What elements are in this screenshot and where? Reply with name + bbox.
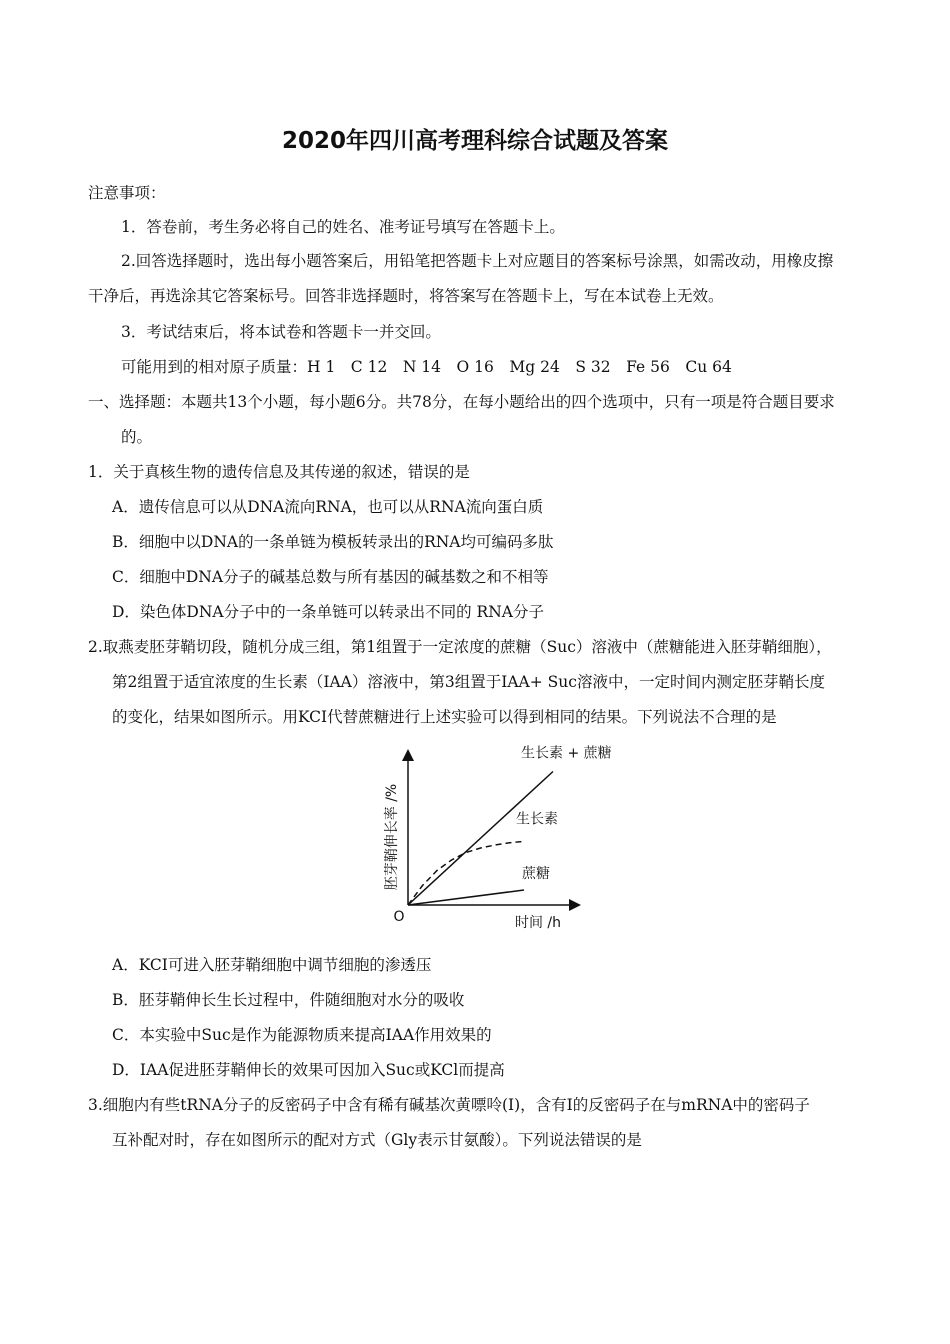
notice-item-2-line-2: 干净后，再选涂其它答案标号。回答非选择题时，将答案写在答题卡上，写在本试卷上无效。	[88, 287, 724, 305]
q2-stem-line-2: 第2组置于适宜浓度的生长素（IAA）溶液中，第3组置于IAA+ Suc溶液中，一定时间内测定胚芽鞘长度	[112, 673, 825, 691]
q1-option-d: D．染色体DNA分子中的一条单链可以转录出不同的 RNA分子	[112, 603, 544, 621]
q1-option-c: C．细胞中DNA分子的碱基总数与所有基因的碱基数之和不相等	[112, 568, 549, 586]
series-label-2: 生长素	[516, 811, 558, 828]
section-1-heading-cont: 的。	[121, 428, 153, 446]
q2-option-d: D．IAA促进胚芽鞘伸长的效果可因加入Suc或KCl而提高	[112, 1061, 505, 1079]
q2-option-a: A．KCI可进入胚芽鞘细胞中调节细胞的渗透压	[112, 956, 432, 974]
y-axis-label: 胚芽鞘伸长率 /%	[384, 783, 400, 891]
series-label-3: 蔗糖	[522, 866, 550, 882]
atomic-masses: 可能用到的相对原子质量：H 1 C 12 N 14 O 16 Mg 24 S 32 Fe 56 Cu 64	[121, 358, 732, 376]
q1-stem: 1．关于真核生物的遗传信息及其传递的叙述，错误的是	[88, 463, 470, 481]
notice-item-3: 3．考试结束后，将本试卷和答题卡一并交回。	[121, 323, 441, 341]
series-line-1	[408, 772, 553, 906]
origin-label: O	[393, 909, 405, 925]
series-line-3	[408, 890, 524, 905]
q1-option-a: A．遗传信息可以从DNA流向RNA，也可以从RNA流向蛋白质	[112, 498, 544, 516]
section-1-heading: 一、选择题：本题共13个小题，每小题6分。共78分，在每小题给出的四个选项中，只有一项是符合题目要求	[88, 393, 835, 411]
notice-item-2-line-1: 2.回答选择题时，选出每小题答案后，用铅笔把答题卡上对应题目的答案标号涂黑，如需改动，用橡皮擦	[121, 252, 834, 270]
q2-option-c: C．本实验中Suc是作为能源物质来提高IAA作用效果的	[112, 1026, 492, 1044]
q3-stem-line-2: 互补配对时，存在如图所示的配对方式（Gly表示甘氨酸）。下列说法错误的是	[112, 1131, 642, 1149]
x-axis-label: 时间 /h	[514, 915, 562, 931]
q2-stem-line-3: 的变化，结果如图所示。用KCI代替蔗糖进行上述实验可以得到相同的结果。下列说法不合理的是	[112, 708, 777, 726]
growth-rate-chart	[370, 745, 612, 935]
q2-option-b: B．胚芽鞘伸长生长过程中，件随细胞对水分的吸收	[112, 991, 465, 1009]
series-label-1: 生长素 + 蔗糖	[521, 745, 612, 762]
notice-heading: 注意事项：	[88, 184, 166, 202]
q3-stem-line-1: 3.细胞内有些tRNA分子的反密码子中含有稀有碱基次黄嘌呤(I)，含有I的反密码子在与mRNA中的密码子	[88, 1096, 810, 1114]
q1-option-b: B．细胞中以DNA的一条单链为模板转录出的RNA均可编码多肽	[112, 533, 554, 551]
page-title: 2020年四川高考理科综合试题及答案	[281, 128, 668, 154]
notice-item-1: 1．答卷前，考生务必将自己的姓名、准考证号填写在答题卡上。	[121, 218, 565, 236]
q2-stem-line-1: 2.取燕麦胚芽鞘切段，随机分成三组，第1组置于一定浓度的蔗糖（Suc）溶液中（蔗糖能进入胚芽鞘细胞），	[88, 638, 832, 656]
